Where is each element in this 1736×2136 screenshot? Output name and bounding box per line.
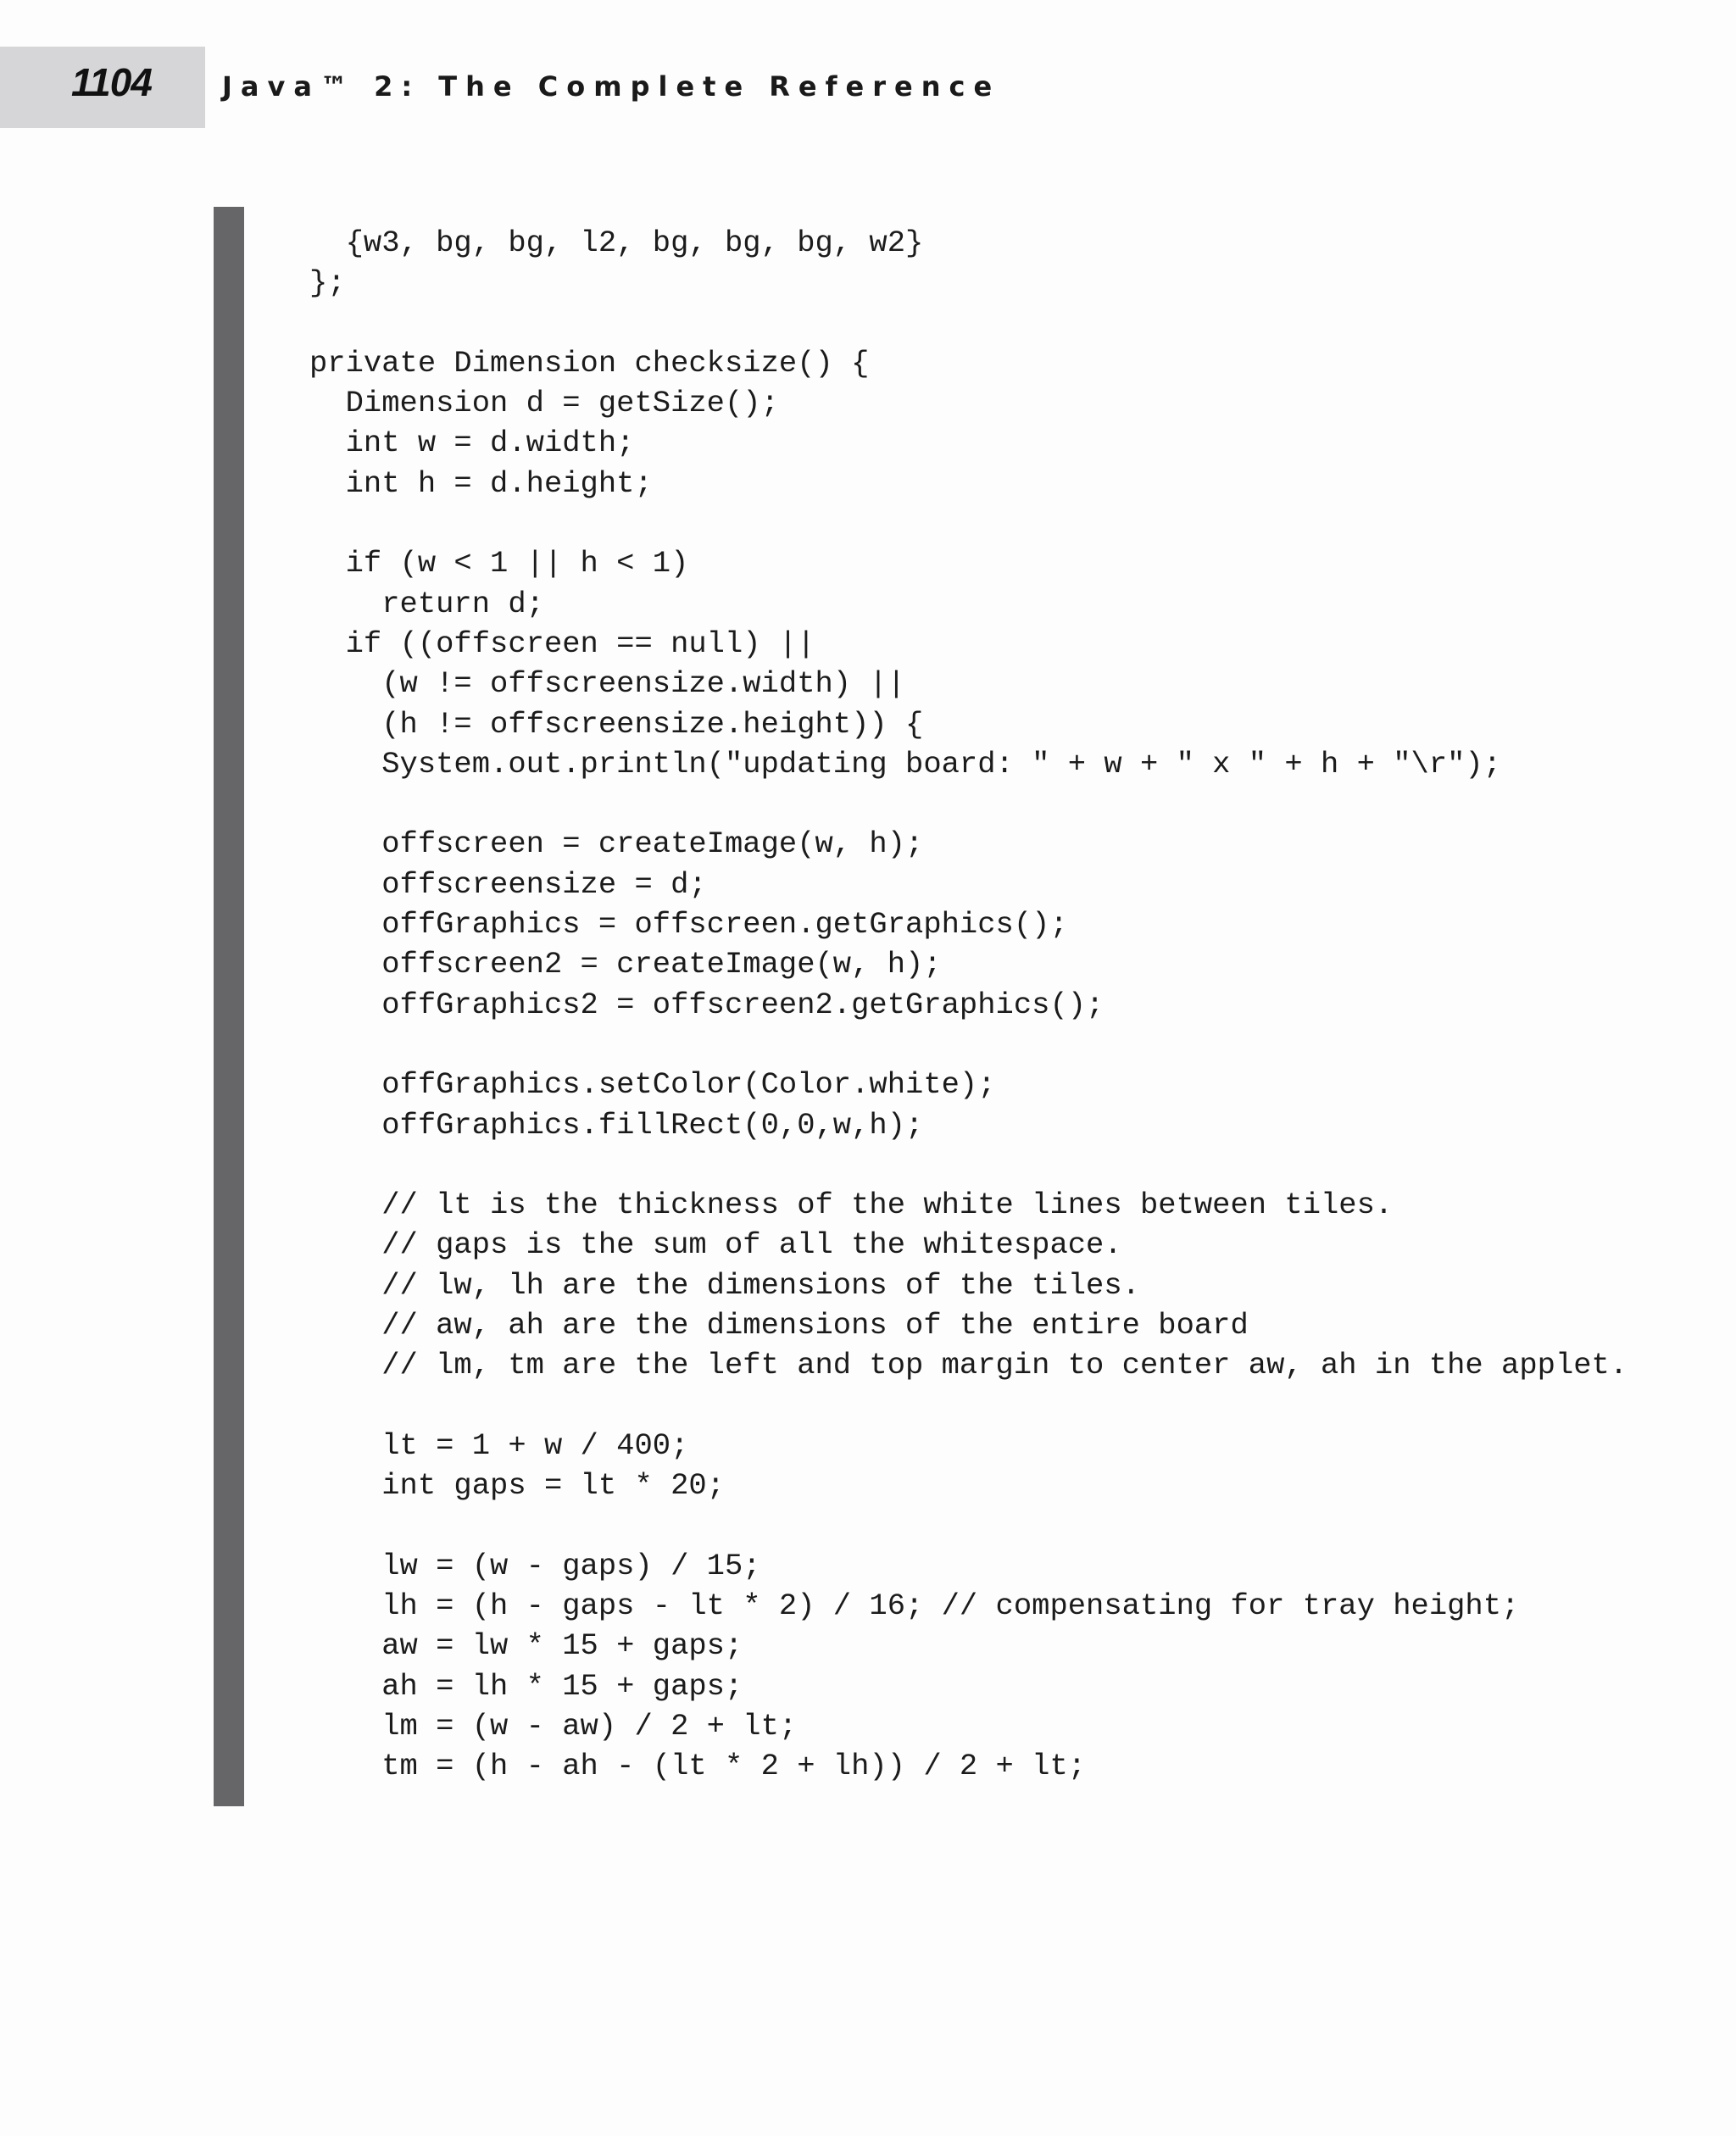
code-line: aw = lw * 15 + gaps; <box>309 1628 743 1664</box>
code-line: tm = (h - ah - (lt * 2 + lh)) / 2 + lt; <box>309 1749 1087 1784</box>
code-line: lt = 1 + w / 400; <box>309 1427 689 1463</box>
code-line <box>309 503 1628 543</box>
code-line: offGraphics.setColor(Color.white); <box>309 1067 996 1103</box>
code-line: // lm, tm are the left and top margin to center aw, ah in the applet. <box>309 1348 1628 1383</box>
code-line: (h != offscreensize.height)) { <box>309 706 924 742</box>
code-line: lw = (w - gaps) / 15; <box>309 1548 761 1583</box>
code-line: lm = (w - aw) / 2 + lt; <box>309 1708 798 1744</box>
code-line: private Dimension checksize() { <box>309 345 870 381</box>
code-line <box>309 784 1628 824</box>
code-line: Dimension d = getSize(); <box>309 386 779 421</box>
code-line: offscreensize = d; <box>309 866 707 902</box>
code-line: (w != offscreensize.width) || <box>309 666 906 702</box>
code-line: lh = (h - gaps - lt * 2) / 16; // compensating for tray height; <box>309 1588 1520 1624</box>
code-line <box>309 303 1628 343</box>
code-listing <box>309 223 1628 1787</box>
code-listing-sidebar <box>214 207 244 1806</box>
page-number: 1104 <box>71 60 152 104</box>
code-line: System.out.println("updating board: " + w + " x " + h + "\r"); <box>309 746 1502 782</box>
code-line: // aw, ah are the dimensions of the entire board <box>309 1308 1249 1343</box>
code-line: offGraphics2 = offscreen2.getGraphics(); <box>309 987 1104 1022</box>
code-line: if (w < 1 || h < 1) <box>309 546 689 581</box>
code-line: ah = lh * 15 + gaps; <box>309 1668 743 1704</box>
code-line: offscreen = createImage(w, h); <box>309 826 924 862</box>
code-line: offscreen2 = createImage(w, h); <box>309 947 942 982</box>
code-line: int h = d.height; <box>309 465 653 501</box>
code-line <box>309 1145 1628 1185</box>
code-line: int w = d.width; <box>309 426 635 461</box>
code-line: // gaps is the sum of all the whitespace. <box>309 1227 1122 1263</box>
running-header <box>0 0 1736 127</box>
code-line: int gaps = lt * 20; <box>309 1468 725 1504</box>
book-title: Java™ 2: The Complete Reference <box>222 70 1001 103</box>
code-line: // lt is the thickness of the white lines between tiles. <box>309 1188 1394 1223</box>
code-line: offGraphics = offscreen.getGraphics(); <box>309 907 1068 943</box>
code-line: }; <box>309 265 346 301</box>
code-line <box>309 1025 1628 1065</box>
code-line: offGraphics.fillRect(0,0,w,h); <box>309 1107 924 1143</box>
code-line: {w3, bg, bg, l2, bg, bg, bg, w2} <box>309 225 924 260</box>
code-line <box>309 1386 1628 1426</box>
code-line: // lw, lh are the dimensions of the tiles. <box>309 1267 1140 1303</box>
code-line: if ((offscreen == null) || <box>309 626 815 661</box>
code-line: return d; <box>309 586 544 621</box>
code-line <box>309 1506 1628 1546</box>
